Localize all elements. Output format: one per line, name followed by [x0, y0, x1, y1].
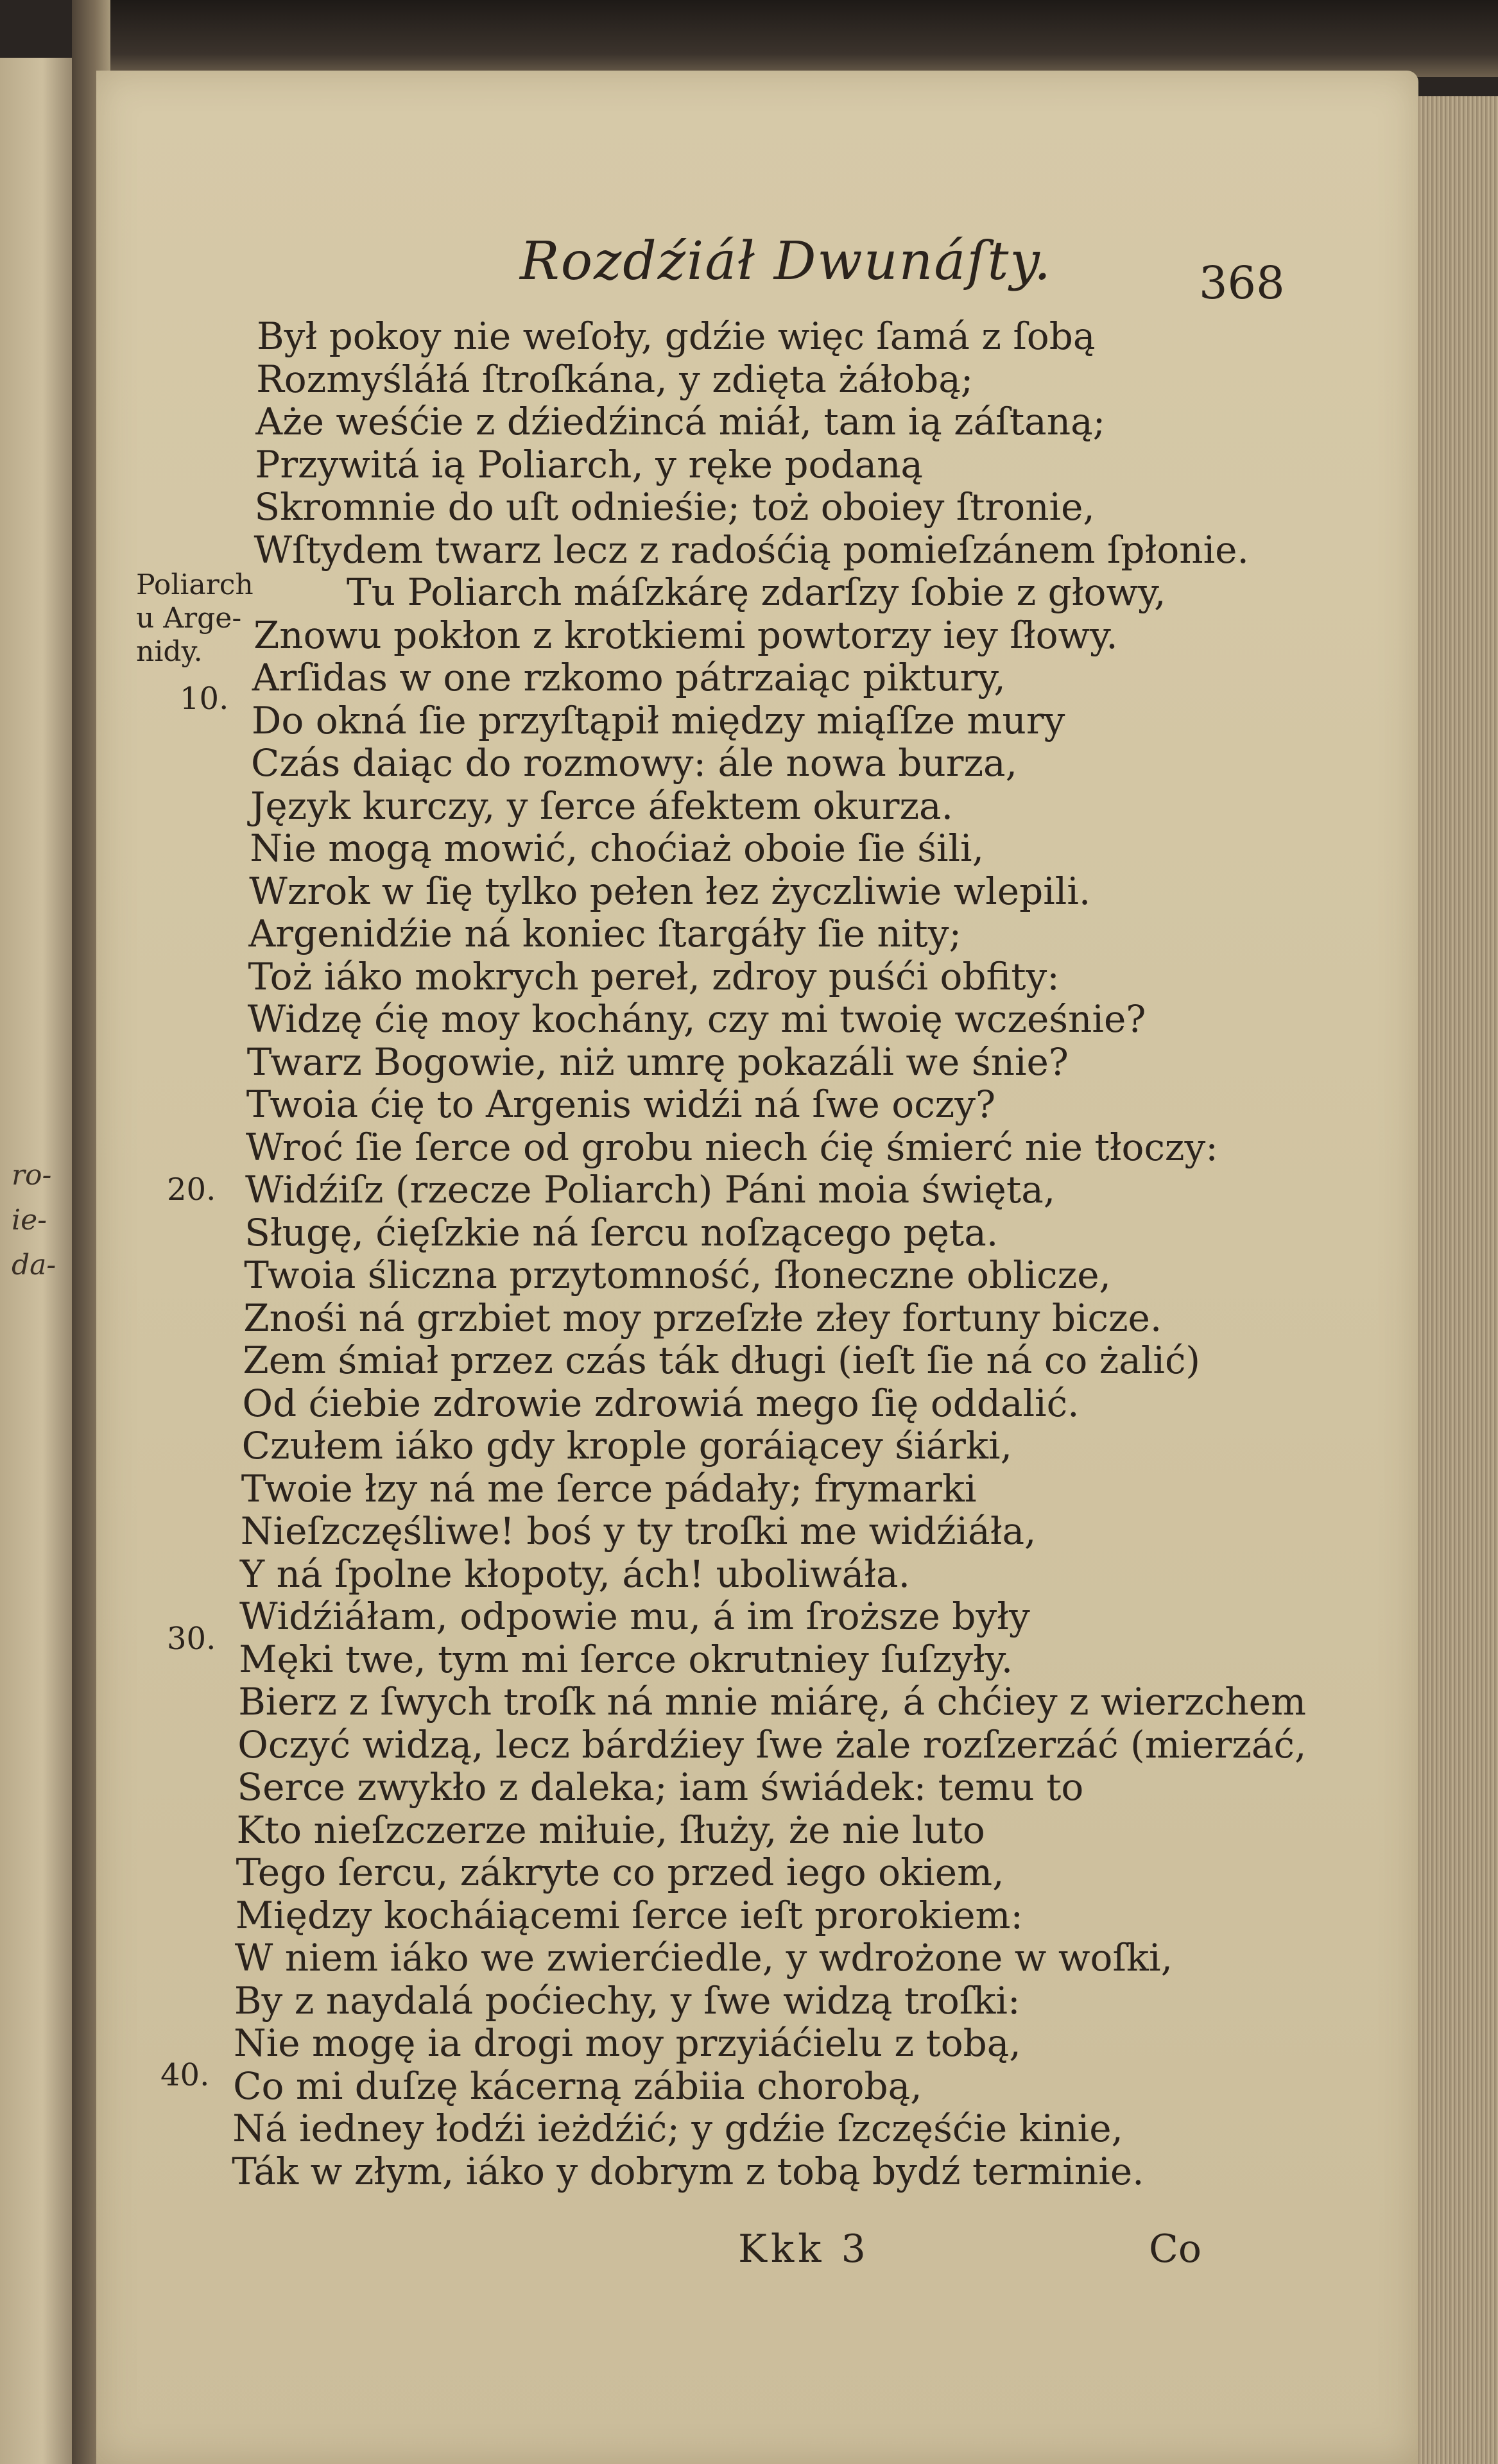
page-edges	[1415, 96, 1498, 2464]
verse-line: Tu Poliarch máſzkárę zdarſzy ſobie z głowy,	[347, 570, 1166, 614]
verse-line: Widźiſz (rzecze Poliarch) Páni moia święta,	[245, 1168, 1056, 1211]
line-number: 40.	[160, 2057, 210, 2093]
verse-line: Czułem iáko gdy krople goráiącey śiárki,	[241, 1424, 1013, 1467]
verse-line: Rozmyśláłá ſtroſkána, y zdięta żáłobą;	[256, 357, 974, 401]
verse-line: Twoia śliczna przytomność, ſłoneczne oblicze,	[244, 1253, 1111, 1297]
margin-note: Poliarch	[136, 569, 254, 601]
verse-line: Język kurczy, y ſerce áfektem okurza.	[250, 783, 954, 828]
book-top-edge	[109, 0, 1498, 77]
verse-line: Znośi ná grzbiet moy przeſzłe złey fortuny bicze.	[243, 1296, 1162, 1340]
left-page-fragment: ie-	[12, 1204, 47, 1236]
verse-line: Skromnie do uſt odnieśie; toż oboiey ſtronie,	[254, 485, 1095, 529]
signature-mark: Kkk 3	[738, 2227, 870, 2272]
verse-line: Widzę ćię moy kochány, czy mi twoię wcześnie?	[247, 997, 1146, 1041]
line-number: 20.	[167, 1172, 216, 1208]
verse-line: Czás daiąc do rozmowy: ále nowa burza,	[251, 741, 1018, 785]
left-facing-page	[0, 58, 77, 2464]
verse-line: Co mi duſzę kácerną zábiia chorobą,	[233, 2064, 922, 2108]
verse-line: Nieſzczęśliwe! boś y ty troſki me widźiáła,	[240, 1509, 1037, 1553]
verse-line: Od ćiebie zdrowie zdrowiá mego ſię oddalić.	[242, 1381, 1080, 1425]
verse-line: Twarz Bogowie, niż umrę pokazáli we śnie?	[246, 1040, 1069, 1084]
verse-line: Y ná ſpolne kłopoty, ách! uboliwáła.	[239, 1552, 911, 1596]
verse-line: Twoie łzy ná me ſerce pádały; frymarki	[241, 1466, 977, 1510]
verse-line: Zem śmiał przez czás ták długi (ieſt ſie ná co żalić)	[243, 1339, 1201, 1382]
verse-line: Arſidas w one rzkomo pátrzaiąc piktury,	[252, 656, 1006, 699]
verse-line: Między kocháiącemi ſerce ieſt prorokiem:	[235, 1893, 1024, 1937]
verse-line: W niem iáko we zwierćiedle, y wdrożone w woſki,	[234, 1936, 1173, 1980]
verse-line: Ták w złym, iáko y dobrym z tobą bydź terminie.	[232, 2149, 1144, 2193]
page-text	[96, 71, 1418, 2464]
verse-line: Sługę, ćięſzkie ná ſercu noſzącego pęta.	[245, 1210, 999, 1254]
verse-line: Twoia ćię to Argenis widźi ná ſwe oczy?	[246, 1082, 996, 1126]
verse-line: Kto nieſzczerze miłuie, ſłuży, że nie luto	[236, 1808, 985, 1852]
verse-line: Wzrok w ſię tylko pełen łez życzliwie wlepili.	[249, 869, 1091, 913]
verse-line: Nie mogę ia drogi moy przyiáćielu z tobą,	[234, 2021, 1021, 2065]
verse-line: Serce zwykło z daleka; iam świádek: temu to	[237, 1765, 1084, 1809]
verse-line: Wſtydem twarz lecz z radośćią pomieſzánem ſpłonie.	[254, 527, 1249, 572]
running-title: Rozdźiáł Dwunáſty.	[520, 231, 1053, 292]
verse-line: Argenidźie ná koniec ſtargáły ſie nity;	[248, 912, 962, 955]
left-page-fragment: da-	[12, 1249, 56, 1281]
verse-line: Toż iáko mokrych pereł, zdroy puśći obfity:	[248, 954, 1060, 998]
left-page-fragment: ro-	[12, 1159, 52, 1192]
verse-line: Nie mogą mowić, choćiaż oboie ſie śili,	[250, 826, 985, 870]
verse-line: Wroć ſie ſerce od grobu niech ćię śmierć nie tłoczy:	[245, 1125, 1218, 1169]
verse-line: Przywitá ią Poliarch, y ręke podaną	[255, 442, 924, 486]
verse-line: Tego ſercu, zákryte co przed iego okiem,	[236, 1851, 1004, 1894]
verse-line: Znowu pokłon z krotkiemi powtorzy iey ſłowy.	[254, 613, 1118, 657]
line-number: 10.	[180, 681, 229, 717]
margin-note: nidy.	[136, 635, 203, 668]
verse-line: Widźiáłam, odpowie mu, á im ſroższe były	[239, 1595, 1030, 1638]
catchword: Co	[1149, 2227, 1202, 2272]
verse-line: Do okná ſie przyſtąpił między miąſſze mury	[251, 698, 1065, 742]
verse-line: By z naydalá poćiechy, y ſwe widzą troſki:	[234, 1978, 1020, 2023]
page-number: 368	[1199, 257, 1285, 309]
verse-line: Był pokoy nie weſoły, gdźie więc ſamá z ſobą	[257, 314, 1096, 358]
line-number: 30.	[167, 1621, 216, 1657]
verse-line: Oczyć widzą, lecz bárdźiey ſwe żale rozſzerzáć (mierzáć,	[237, 1722, 1307, 1767]
verse-line: Aże weśćie z dźiedźincá miáł, tam ią záſtaną;	[255, 400, 1106, 443]
verse-line: Bierz z ſwych troſk ná mnie miárę, á chćiey z wierzchem	[238, 1680, 1307, 1724]
verse-line: Męki twe, tym mi ſerce okrutniey ſuſzyły.	[239, 1637, 1013, 1681]
margin-note: u Arge-	[136, 602, 242, 635]
right-page	[96, 71, 1418, 2464]
verse-line: Ná iedney łodźi ieżdźić; y gdźie ſzczęśćie kinie,	[232, 2107, 1123, 2150]
